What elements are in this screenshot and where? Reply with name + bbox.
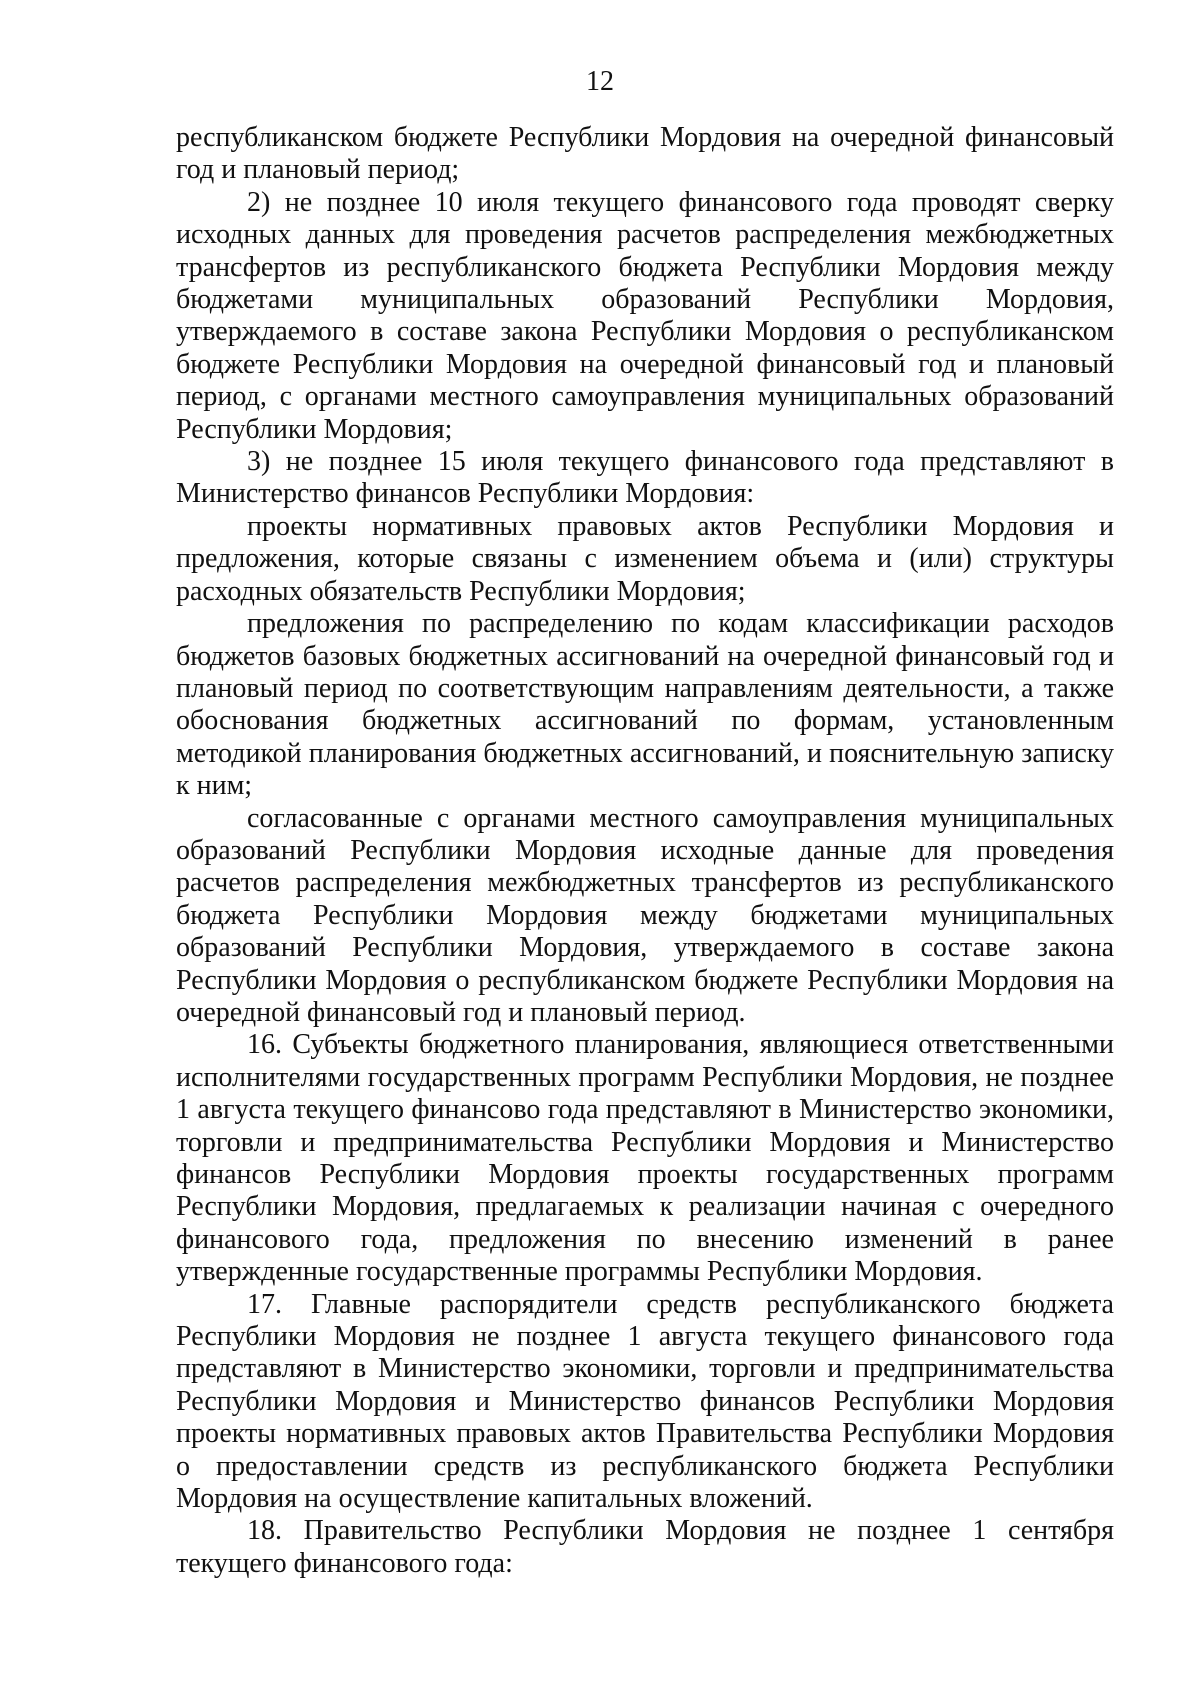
document-body: [176, 122, 1114, 1580]
paragraph-section-18: 18. Правительство Республики Мордовия не позднее 1 сентября текущего финансового года:: [176, 1515, 1114, 1579]
paragraph-agreed-data: согласованные с органами местного самоуправления муниципальных образований Республики Мордовия исходные данные для проведения расчетов распределения межбюджетных трансфертов из республиканского бюджета Республики Мордовия между бюджетами муниципальных образований Республики Мордовия, утверждаемого в составе закона Республики Мордовия о республиканском бюджете Республики Мордовия на очередной финансовый год и плановый период.: [176, 802, 1114, 1028]
paragraph-section-17: 17. Главные распорядители средств республиканского бюджета Республики Мордовия не позднее 1 августа текущего финансового года представляют в Министерство экономики, торговли и предпринимательства Республики Мордовия и Министерство финансов Республики Мордовия проекты нормативных правовых актов Правительства Республики Мордовия о предоставлении средств из республиканского бюджета Республики Мордовия на осуществление капитальных вложений.: [176, 1288, 1114, 1515]
paragraph-projects: проекты нормативных правовых актов Республики Мордовия и предложения, которые связаны с изменением объема и (или) структуры расходных обязательств Республики Мордовия;: [176, 510, 1114, 607]
paragraph-item-3: 3) не позднее 15 июля текущего финансового года представляют в Министерство финансов Республики Мордовия:: [176, 446, 1114, 510]
page-number: 12: [586, 66, 614, 97]
paragraph-proposals: предложения по распределению по кодам классификации расходов бюджетов базовых бюджетных ассигнований на очередной финансовый год и плановый период по соответствующим направлениям деятельности, а также обоснования бюджетных ассигнований по формам, установленным методикой планирования бюджетных ассигнований, и пояснительную записку к ним;: [176, 608, 1114, 802]
paragraph-item-2: 2) не позднее 10 июля текущего финансового года проводят сверку исходных данных для проведения расчетов распределения межбюджетных трансфертов из республиканского бюджета Республики Мордовия между бюджетами муниципальных образований Республики Мордовия, утверждаемого в составе закона Республики Мордовия о республиканском бюджете Республики Мордовия на очередной финансовый год и плановый период, с органами местного самоуправления муниципальных образований Республики Мордовия;: [176, 186, 1114, 445]
paragraph-section-16: 16. Субъекты бюджетного планирования, являющиеся ответственными исполнителями государственных программ Республики Мордовия, не позднее 1 августа текущего финансово года представляют в Министерство экономики, торговли и предпринимательства Республики Мордовия и Министерство финансов Республики Мордовия проекты государственных программ Республики Мордовия, предлагаемых к реализации начиная с очередного финансового года, предложения по внесению изменений в ранее утвержденные государственные программы Республики Мордовия.: [176, 1029, 1114, 1288]
paragraph-continuation: республиканском бюджете Республики Мордовия на очередной финансовый год и плановый период;: [176, 122, 1114, 186]
